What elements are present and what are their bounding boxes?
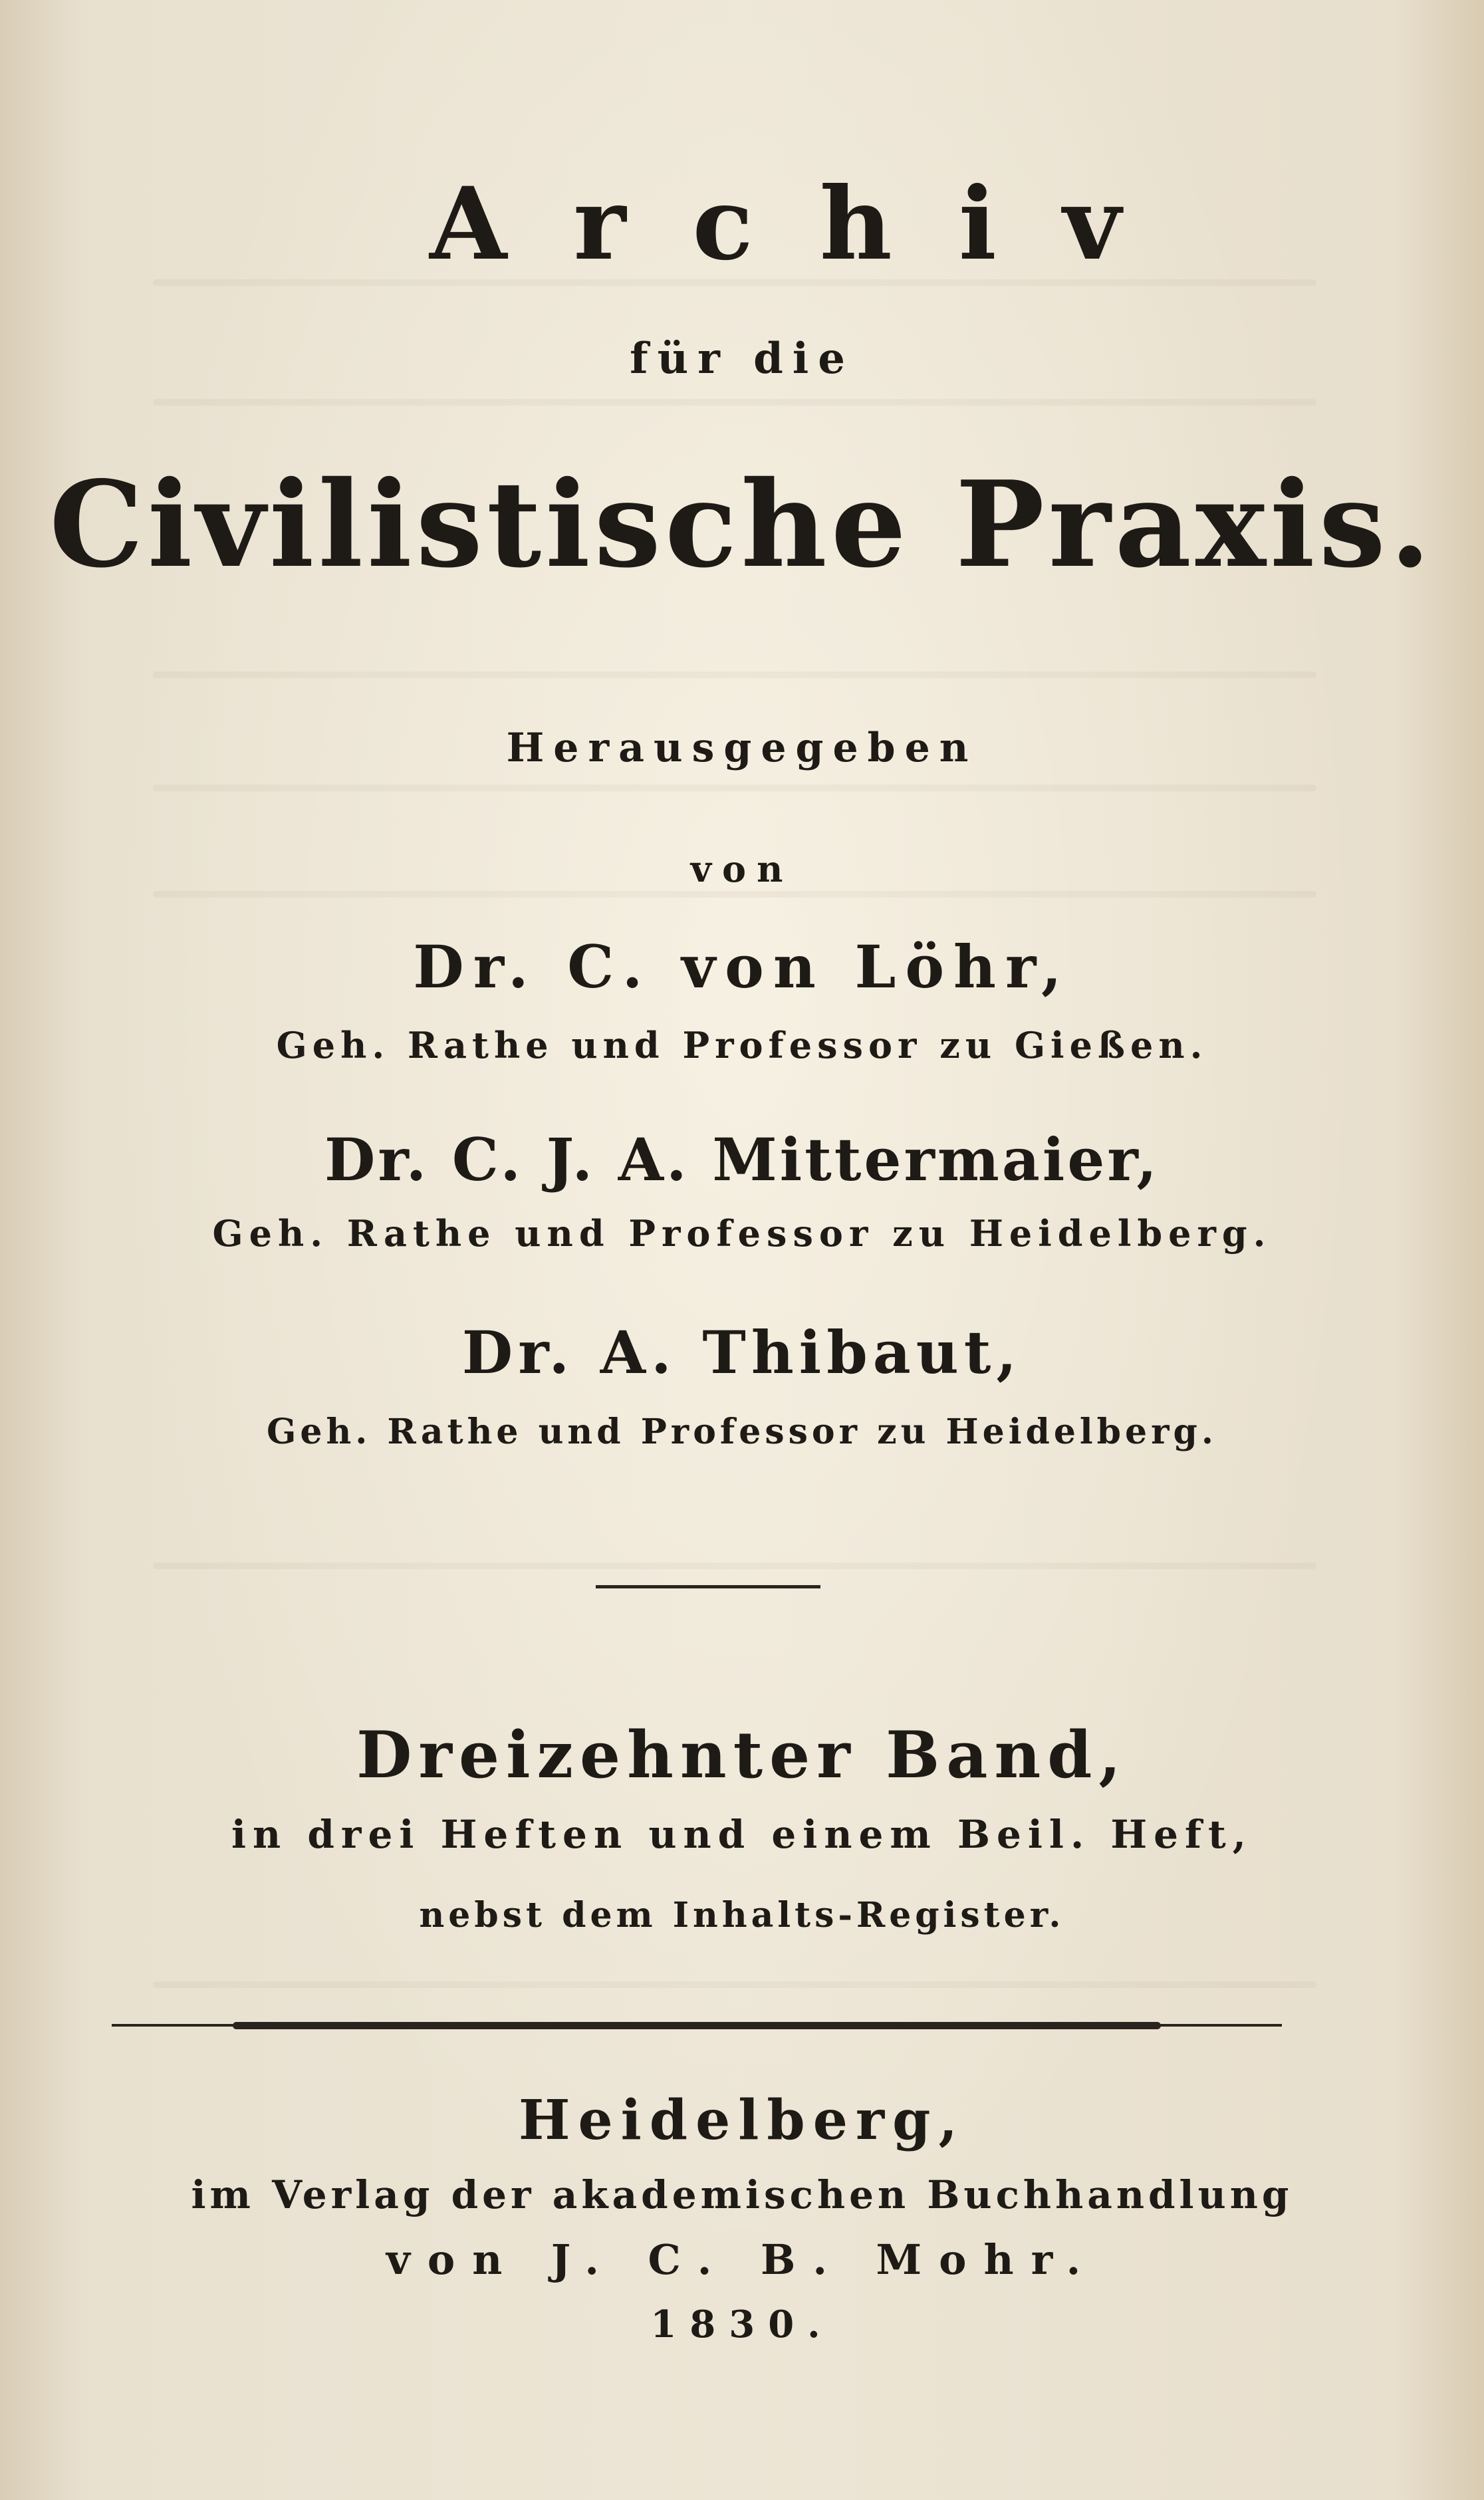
editors-intro: Herausgegeben: [506, 725, 978, 771]
bleed-through: [153, 672, 1316, 678]
short-divider: [596, 1585, 820, 1588]
imprint-owner: von J. C. B. Mohr.: [386, 2235, 1098, 2284]
volume-register: nebst dem Inhalts-Register.: [419, 1895, 1065, 1936]
bleed-through: [153, 891, 1316, 898]
volume-band: Dreizehnter Band,: [356, 1717, 1128, 1793]
editor-name: Dr. C. von Löhr,: [413, 932, 1071, 1001]
bleed-through: [153, 399, 1316, 406]
bleed-through: [153, 1562, 1316, 1569]
thick-divider: [233, 2022, 1161, 2029]
imprint-year: 1830.: [650, 2303, 834, 2346]
volume-hefte: in drei Heften und einem Beil. Heft,: [231, 1812, 1253, 1857]
editor-name: Dr. A. Thibaut,: [461, 1318, 1023, 1387]
bleed-through: [153, 785, 1316, 791]
title-archiv: Archiv: [430, 166, 1187, 283]
title-civilistische-praxis: Civilistische Praxis.: [49, 455, 1435, 594]
imprint-publisher: im Verlag der akademischen Buchhandlung: [191, 2172, 1293, 2217]
title-fuer-die: für die: [630, 334, 854, 384]
editor-position: Geh. Rathe und Professor zu Gießen.: [276, 1024, 1208, 1066]
editor-position: Geh. Rathe und Professor zu Heidelberg.: [267, 1412, 1217, 1452]
bleed-through: [153, 1981, 1316, 1988]
editors-von: von: [690, 848, 794, 890]
imprint-city: Heidelberg,: [518, 2088, 966, 2152]
editor-name: Dr. C. J. A. Mittermaier,: [324, 1125, 1160, 1194]
editor-position: Geh. Rathe und Professor zu Heidelberg.: [212, 1212, 1272, 1255]
